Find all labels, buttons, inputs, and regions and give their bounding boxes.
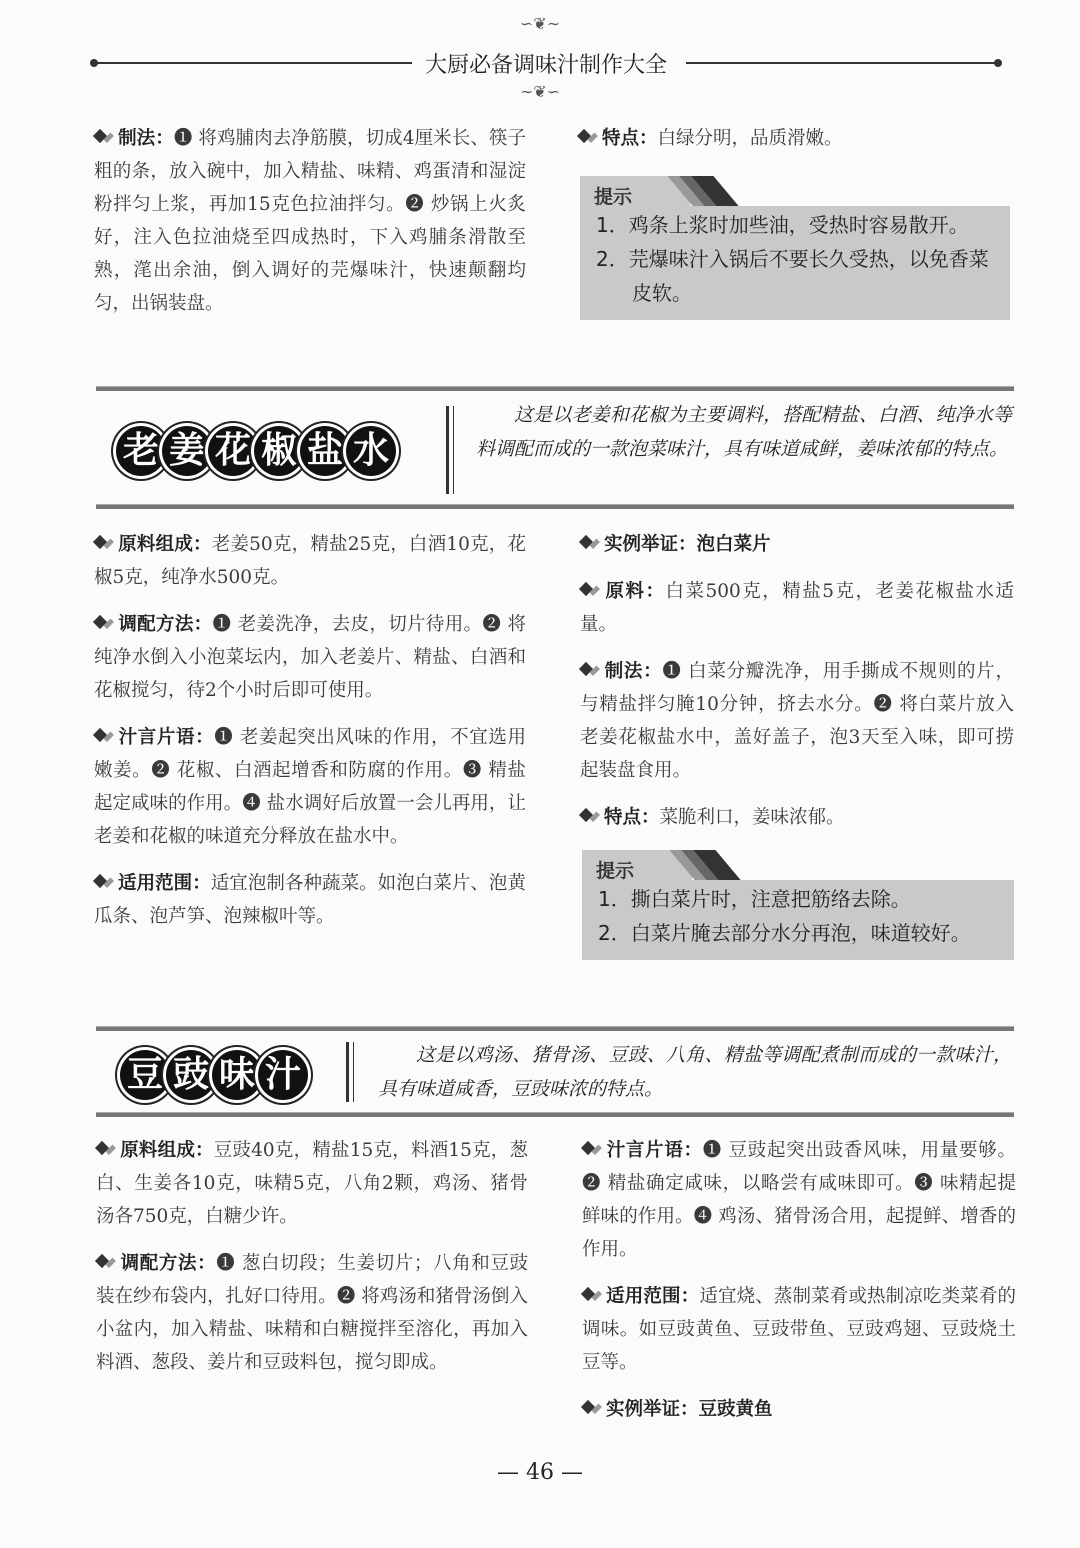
sec1-ingredients: 原料组成：老姜50克，精盐25克，白酒10克，花椒5克，纯净水500克。	[94, 534, 526, 588]
header-rule	[686, 62, 998, 64]
sec2-intro: 这是以鸡汤、猪骨汤、豆豉、八角、精盐等调配煮制而成的一款味汁，具有味道咸香，豆豉味浓的特点。	[378, 1044, 1012, 1100]
diamond-bullet-icon	[580, 534, 598, 552]
diamond-bullet-icon	[582, 1286, 600, 1304]
band-rule	[96, 1026, 1014, 1031]
sec1-intro: 这是以老姜和花椒为主要调料，搭配精盐、白酒、纯净水等料调配而成的一款泡菜味汁，具有味道咸鲜，姜味浓郁的特点。	[476, 404, 1012, 460]
header-ornament-bottom: ∼❦∽	[519, 82, 561, 101]
sec1-left-column	[94, 528, 526, 947]
diamond-bullet-icon	[580, 807, 598, 825]
sec2-title: 豆 豉 味 汁	[120, 1050, 304, 1100]
diamond-bullet-icon	[582, 1399, 600, 1417]
diamond-bullet-icon	[580, 661, 598, 679]
tip-list	[596, 208, 996, 310]
band-rule	[96, 386, 1014, 391]
running-header	[90, 42, 1002, 82]
sec1-notes: 汁言片语：❶ 老姜起突出风味的作用，不宜选用嫩姜。❷ 花椒、白酒起增香和防腐的作用。❸ 精盐起定咸味的作用。❹ 盐水调好后放置一会儿再用，让老姜和花椒的味道充分释放在盐水中。	[94, 727, 526, 847]
sec2-scope: 适用范围：适宜烧、蒸制菜肴或热制凉吃类菜肴的调味。如豆豉黄鱼、豆豉带鱼、豆豉鸡翅、豆豉烧土豆等。	[582, 1286, 1016, 1373]
band-rule	[96, 504, 1014, 509]
diamond-bullet-icon	[94, 614, 112, 632]
sec1-raw: 原料：白菜500克，精盐5克，老姜花椒盐水适量。	[580, 581, 1014, 635]
band-divider	[453, 406, 454, 494]
sec1-right-column	[580, 528, 1014, 848]
sec0-left-column	[94, 122, 526, 334]
diamond-bullet-icon	[96, 1140, 114, 1158]
sec1-title-band	[96, 386, 1014, 512]
diamond-bullet-icon	[578, 128, 596, 146]
tip-item: 2．白菜片腌去部分水分再泡，味道较好。	[598, 921, 971, 945]
book-title: 大厨必备调味汁制作大全	[424, 53, 667, 78]
tip-item: 1．撕白菜片时，注意把筋络去除。	[598, 887, 911, 911]
sec2-ingredients: 原料组成：豆豉40克，精盐15克，料酒15克，葱白、生姜各10克，味精5克，八角2颗，鸡汤、猪骨汤各750克，白糖少许。	[96, 1140, 528, 1227]
sec2-title-band	[96, 1026, 1014, 1120]
sec1-scope: 适用范围：适宜泡制各种蔬菜。如泡白菜片、泡黄瓜条、泡芦笋、泡辣椒叶等。	[94, 873, 526, 927]
tip-item: 1．鸡条上浆时加些油，受热时容易散开。	[596, 213, 969, 237]
header-ornament-top: ∽❦∼	[519, 14, 561, 33]
tip-label: 提示	[594, 186, 633, 208]
header-dot	[994, 59, 1002, 67]
sec2-right-column	[582, 1134, 1016, 1440]
band-divider	[353, 1042, 354, 1102]
diamond-bullet-icon	[94, 727, 112, 745]
diamond-bullet-icon	[96, 1253, 114, 1271]
sec0-tip-box	[580, 186, 1010, 320]
page-number: — 46 —	[497, 1460, 583, 1485]
sec2-left-column	[96, 1134, 528, 1393]
tip-label: 提示	[596, 860, 635, 882]
tip-item: 2．芫爆味汁入锅后不要长久受热，以免香菜皮软。	[596, 247, 989, 305]
diamond-bullet-icon	[582, 1140, 600, 1158]
sec2-method: 调配方法：❶ 葱白切段；生姜切片；八角和豆豉装在纱布袋内，扎好口待用。❷ 将鸡汤和猪骨汤倒入小盆内，加入精盐、味精和白糖搅拌至溶化，再加入料酒、葱段、姜片和豆豉料包，搅匀即成。	[96, 1253, 528, 1373]
sec2-example: 实例举证：豆豉黄鱼	[582, 1393, 1016, 1426]
sec1-tip-box	[582, 860, 1014, 960]
sec2-notes: 汁言片语：❶ 豆豉起突出豉香风味，用量要够。❷ 精盐确定咸味，以略尝有咸味即可。❸ 味精起提鲜味的作用。❹ 鸡汤、猪骨汤合用，起提鲜、增香的作用。	[582, 1140, 1016, 1260]
band-divider	[346, 1042, 349, 1102]
sec0-feature: 特点：白绿分明，品质滑嫩。	[578, 122, 1014, 155]
diamond-bullet-icon	[94, 128, 112, 146]
sec1-feature: 特点：菜脆利口，姜味浓郁。	[580, 801, 1014, 834]
sec1-making: 制法：❶ 白菜分瓣洗净，用手撕成不规则的片，与精盐拌匀腌10分钟，挤去水分。❷ 将白菜片放入老姜花椒盐水中，盖好盖子，泡3天至入味，即可捞起装盘食用。	[580, 661, 1014, 781]
band-divider	[446, 406, 449, 494]
sec1-title: 老 姜 花 椒 盐 水	[116, 426, 392, 476]
tip-list	[598, 882, 1000, 950]
band-rule	[96, 1112, 1014, 1117]
sec1-method: 调配方法：❶ 老姜洗净，去皮，切片待用。❷ 将纯净水倒入小泡菜坛内，加入老姜片、精盐、白酒和花椒搅匀，待2个小时后即可使用。	[94, 614, 526, 701]
sec0-right-column	[578, 122, 1014, 169]
sec0-method: 制法：❶ 将鸡脯肉去净筋膜，切成4厘米长、筷子粗的条，放入碗中，加入精盐、味精、鸡蛋清和湿淀粉拌匀上浆，再加15克色拉油拌匀。❷ 炒锅上火炙好，注入色拉油烧至四成热时，下入鸡脯条滑散至熟，滗出余油，倒入调好的芫爆味汁，快速颠翻均匀，出锅装盘。	[94, 128, 526, 314]
sec1-example: 实例举证：泡白菜片	[580, 528, 1014, 561]
diamond-bullet-icon	[580, 581, 598, 599]
diamond-bullet-icon	[94, 534, 112, 552]
diamond-bullet-icon	[94, 873, 112, 891]
